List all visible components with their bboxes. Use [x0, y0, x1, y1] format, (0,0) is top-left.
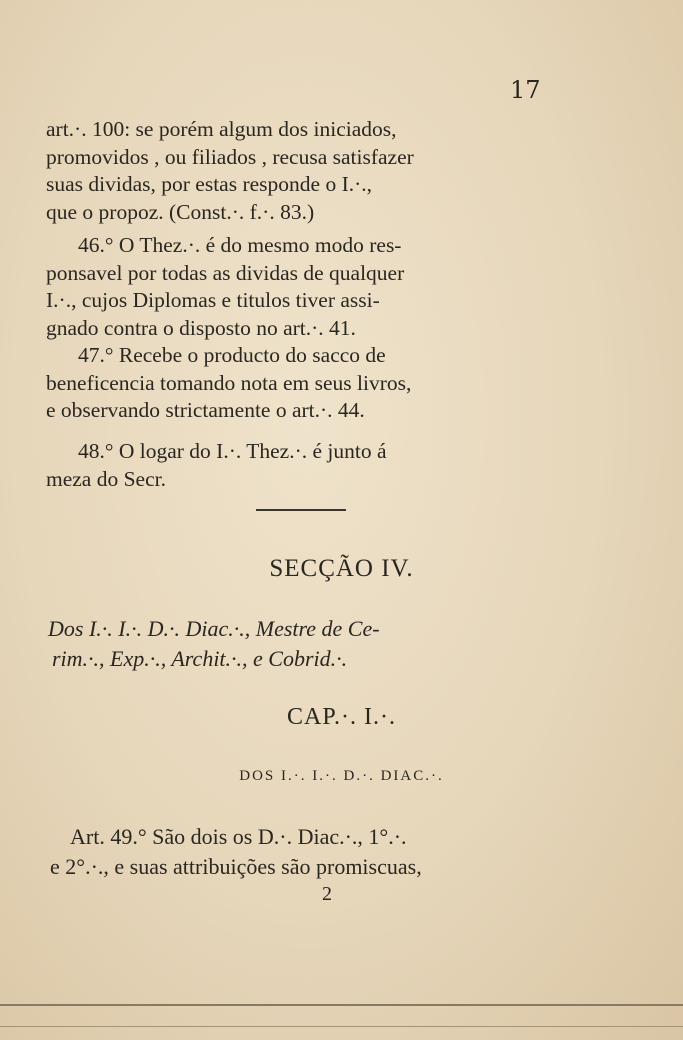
text-line: rim.·., Exp.·., Archit.·., e Cobrid.·. — [52, 646, 348, 671]
section-divider — [256, 509, 346, 511]
paragraph-art-100 — [46, 116, 568, 226]
signature-mark: 2 — [322, 883, 332, 905]
text-line: Dos I.·. I.·. D.·. Diac.·., Mestre de Ce- — [48, 616, 380, 641]
page-number: 17 — [510, 76, 541, 104]
text-line: e observando strictamente o art.·. 44. — [46, 398, 365, 422]
text-line: 48.° O logar do I.·. Thez.·. é junto á — [78, 439, 387, 463]
chapter-title: CAP.·. I.·. — [286, 704, 396, 730]
paragraph-art-46 — [46, 232, 568, 342]
text-line: 47.° Recebe o producto do sacco de — [78, 343, 386, 367]
section-subtitle — [48, 614, 570, 674]
text-line: I.·., cujos Diplomas e titulos tiver assi- — [46, 288, 380, 312]
text-line: suas dividas, por estas responde o I.·., — [46, 172, 373, 196]
text-line: que o propoz. (Const.·. f.·. 83.) — [46, 199, 315, 224]
text-line: Art. 49.° São dois os D.·. Diac.·., 1°.·. — [70, 824, 407, 849]
text-line: meza do Secr. — [46, 466, 166, 491]
text-line: ponsavel por todas as dividas de qualquer — [46, 260, 405, 285]
paragraph-art-47 — [46, 342, 568, 425]
text-line: gnado contra o disposto no art.·. 41. — [46, 315, 356, 340]
text-line: art.·. 100: se porém algum dos iniciados, — [46, 117, 397, 141]
page-edge — [0, 1004, 683, 1027]
text-line: e 2°.·., e suas attribuições são promiscuas, — [50, 854, 422, 879]
paragraph-art-48 — [46, 438, 568, 493]
chapter-subtitle: DOS I.·. I.·. D.·. DIAC.·. — [239, 768, 444, 784]
text-line: promovidos , ou filiados , recusa satisfazer — [46, 144, 414, 169]
paragraph-art-49 — [50, 822, 565, 882]
section-title: SECÇÃO IV. — [269, 555, 414, 582]
text-line: beneficencia tomando nota em seus livros, — [46, 370, 412, 395]
text-line: 46.° O Thez.·. é do mesmo modo res- — [78, 233, 402, 257]
